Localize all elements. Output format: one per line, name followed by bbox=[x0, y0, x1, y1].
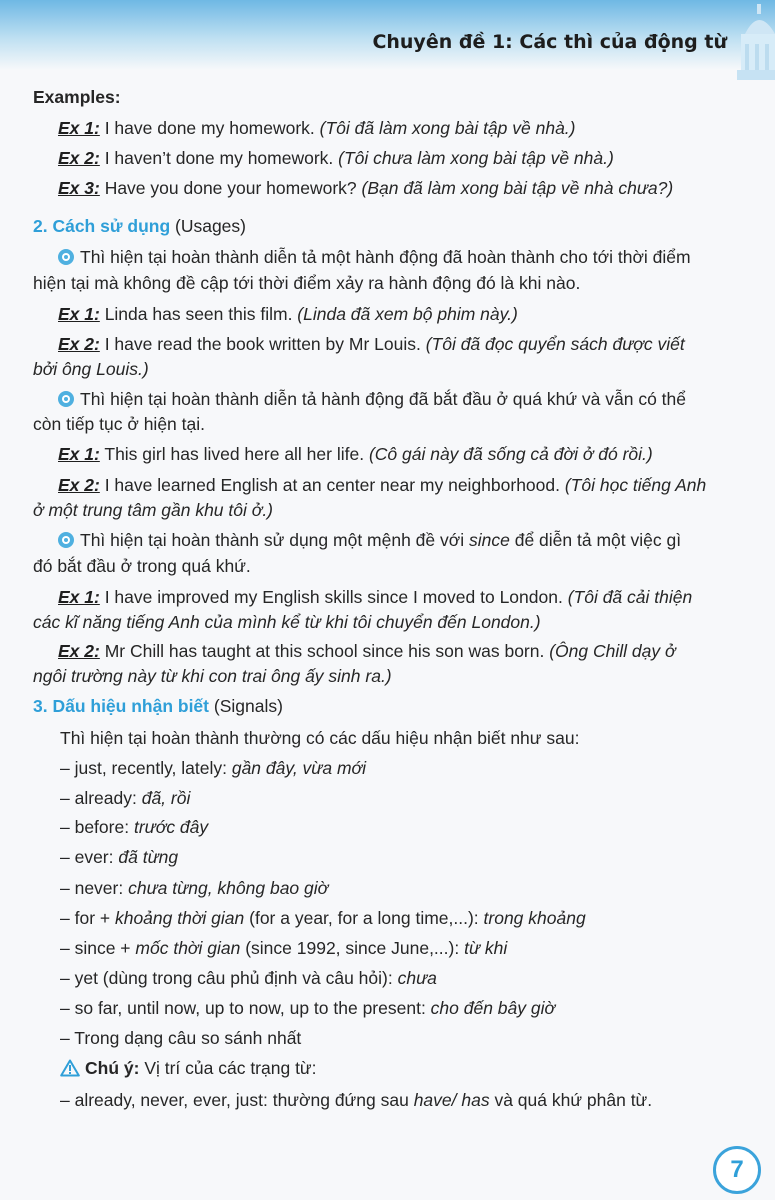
example-line: Ex 2: I have read the book written by Mr Louis. (Tôi đã đọc quyển sách được viết bbox=[58, 334, 685, 354]
example-line: Ex 1: Linda has seen this film. (Linda đã xem bộ phim này.) bbox=[58, 304, 518, 324]
signal-item: – just, recently, lately: gần đây, vừa mới bbox=[60, 758, 367, 778]
signal-item: – Trong dạng câu so sánh nhất bbox=[60, 1028, 302, 1048]
note-line: Chú ý: Vị trí của các trạng từ: bbox=[60, 1057, 317, 1079]
example-label: Ex 1: bbox=[58, 444, 100, 464]
example-line-cont: ngôi trường này từ khi con trai ông ấy sinh ra.) bbox=[33, 666, 392, 686]
example-line: Ex 1: I have improved my English skills since I moved to London. (Tôi đã cải thiện bbox=[58, 587, 693, 607]
usage-paragraph: Thì hiện tại hoàn thành diễn tả một hành động đã hoàn thành cho tới thời điểm bbox=[58, 246, 691, 268]
section-heading-signals: 3. Dấu hiệu nhận biết (Signals) bbox=[33, 696, 283, 716]
example-line: Ex 2: I have learned English at an center near my neighborhood. (Tôi học tiếng Anh bbox=[58, 475, 707, 495]
example-label: Ex 2: bbox=[58, 148, 100, 168]
page-number: 7 bbox=[713, 1146, 761, 1194]
example-line: Ex 2: I haven’t done my homework. (Tôi chưa làm xong bài tập về nhà.) bbox=[58, 148, 614, 168]
signal-item: – yet (dùng trong câu phủ định và câu hỏi): chưa bbox=[60, 968, 437, 988]
chapter-title: Chuyên đề 1: Các thì của động từ bbox=[372, 31, 727, 53]
example-line-cont: các kĩ năng tiếng Anh của mình kể từ khi tôi chuyển đến London.) bbox=[33, 612, 541, 632]
example-line: Ex 1: This girl has lived here all her life. (Cô gái này đã sống cả đời ở đó rồi.) bbox=[58, 444, 653, 464]
signal-item: – for + khoảng thời gian (for a year, for a long time,...): trong khoảng bbox=[60, 908, 586, 928]
usage-paragraph-cont: còn tiếp tục ở hiện tại. bbox=[33, 414, 205, 434]
bullet-icon bbox=[58, 391, 74, 407]
bullet-icon bbox=[58, 249, 74, 265]
bullet-icon bbox=[58, 532, 74, 548]
example-line: Ex 2: Mr Chill has taught at this school since his son was born. (Ông Chill dạy ở bbox=[58, 641, 676, 661]
section-heading-usage: 2. Cách sử dụng (Usages) bbox=[33, 216, 246, 236]
example-label: Ex 2: bbox=[58, 475, 100, 495]
example-line: Ex 3: Have you done your homework? (Bạn đã làm xong bài tập về nhà chưa?) bbox=[58, 178, 674, 198]
example-line-cont: ở một trung tâm gần khu tôi ở.) bbox=[33, 500, 274, 520]
example-label: Ex 2: bbox=[58, 641, 100, 661]
example-label: Ex 1: bbox=[58, 118, 100, 138]
example-label: Ex 1: bbox=[58, 587, 100, 607]
example-label: Ex 2: bbox=[58, 334, 100, 354]
signal-item: – never: chưa từng, không bao giờ bbox=[60, 878, 329, 898]
signal-item: – since + mốc thời gian (since 1992, since June,...): từ khi bbox=[60, 938, 508, 958]
signal-item: – already: đã, rồi bbox=[60, 788, 191, 808]
example-line: Ex 1: I have done my homework. (Tôi đã làm xong bài tập về nhà.) bbox=[58, 118, 576, 138]
signals-intro: Thì hiện tại hoàn thành thường có các dấu hiệu nhận biết như sau: bbox=[60, 728, 580, 748]
example-line-cont: bởi ông Louis.) bbox=[33, 359, 149, 379]
building-icon bbox=[731, 0, 775, 80]
usage-paragraph-cont: hiện tại mà không đề cập tới thời điểm xảy ra hành động đó là khi nào. bbox=[33, 273, 581, 293]
usage-paragraph: Thì hiện tại hoàn thành sử dụng một mệnh đề với since để diễn tả một việc gì bbox=[58, 529, 681, 551]
signal-item: – so far, until now, up to now, up to the present: cho đến bây giờ bbox=[60, 998, 556, 1018]
examples-title: Examples: bbox=[33, 87, 121, 107]
signal-item-last: – already, never, ever, just: thường đứng sau have/ has và quá khứ phân từ. bbox=[60, 1090, 653, 1110]
example-label: Ex 3: bbox=[58, 178, 100, 198]
signal-item: – before: trước đây bbox=[60, 817, 209, 837]
warning-icon bbox=[60, 1059, 80, 1077]
usage-paragraph: Thì hiện tại hoàn thành diễn tả hành động đã bắt đầu ở quá khứ và vẫn có thể bbox=[58, 388, 686, 410]
usage-paragraph-cont: đó bắt đầu ở trong quá khứ. bbox=[33, 556, 251, 576]
signal-item: – ever: đã từng bbox=[60, 847, 179, 867]
example-label: Ex 1: bbox=[58, 304, 100, 324]
